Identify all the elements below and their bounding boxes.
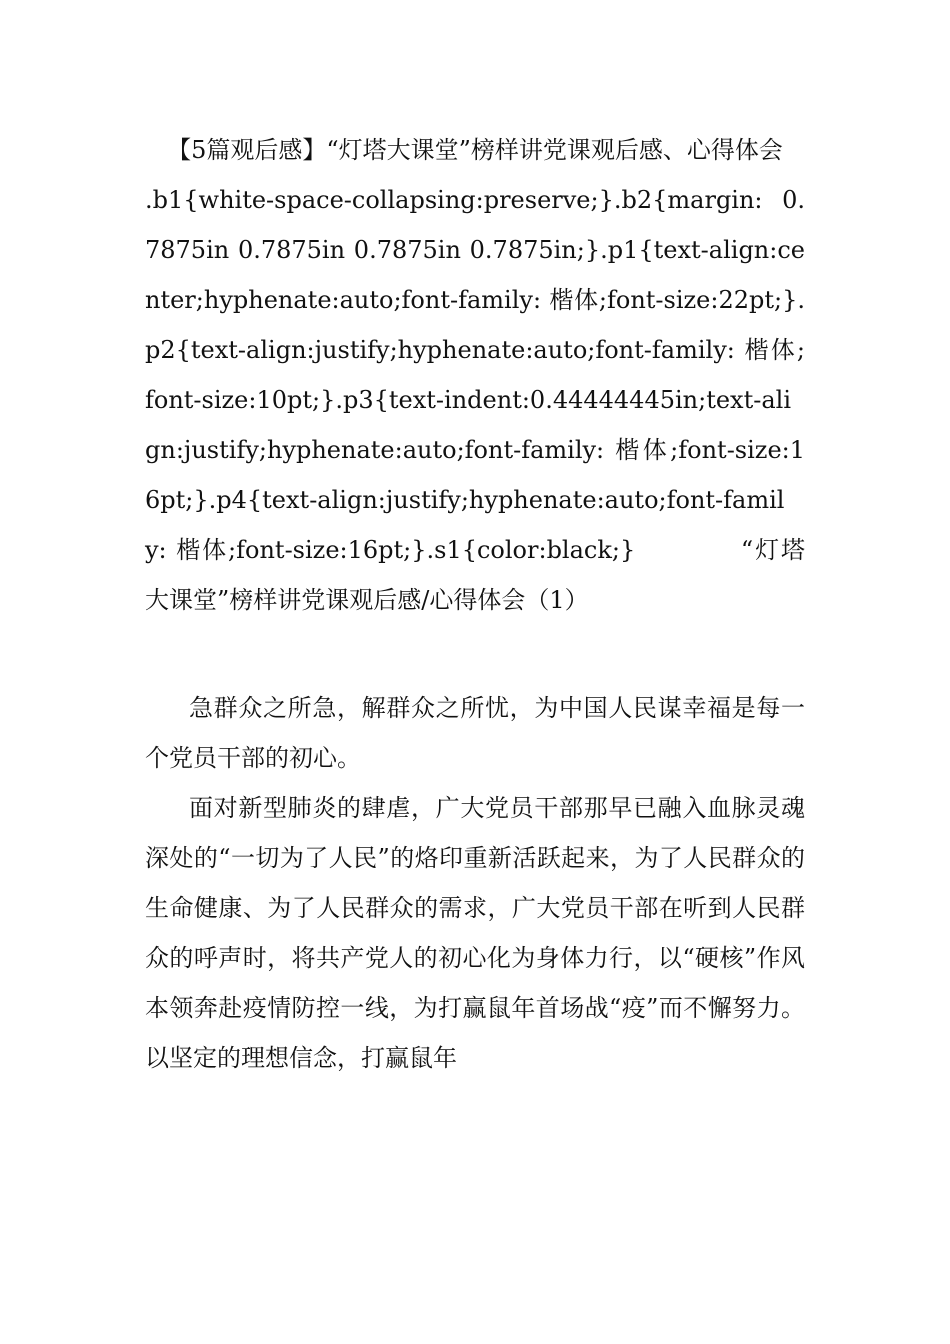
paragraph-spacer xyxy=(145,625,805,683)
body-paragraph-2: 面对新型肺炎的肆虐，广大党员干部那早已融入血脉灵魂深处的“一切为了人民”的烙印重新活跃起来，为了人民群众的生命健康、为了人民群众的需求，广大党员干部在听到人民群众的呼声时，将共产党人的初心化为身体力行，以“硬核”作风本领奔赴疫情防控一线，为打赢鼠年首场战“疫”而不懈努力。以坚定的理想信念，打赢鼠年 xyxy=(145,794,805,1072)
document-title: 【5篇观后感】“灯塔大课堂”榜样讲党课观后感、心得体会 xyxy=(167,136,783,164)
body-paragraph-1: 急群众之所急，解群众之所忧，为中国人民谋幸福是每一个党员干部的初心。 xyxy=(145,694,805,772)
stylesheet-text-block: .b1{white-space-collapsing:preserve;}.b2{margin: 0.7875in 0.7875in 0.7875in 0.7875in;}.p1{text-align:center;hyphenate:auto;font-family: 楷体;font-size:22pt;}.p2{text-align:justify;hyphenate:auto;font-family: 楷体;font-size:10pt;}.p3{text-indent:0.44444445in;text-align:justify;hyphenate:auto;font-family: 楷体;font-size:16pt;}.p4{text-align:justify;hyphenate:auto;font-family: 楷体;font-size:16pt;}.s1{color:black;} “灯塔大课堂”榜样讲党课观后感/心得体会（1） xyxy=(145,186,805,614)
document-body xyxy=(145,125,805,1083)
